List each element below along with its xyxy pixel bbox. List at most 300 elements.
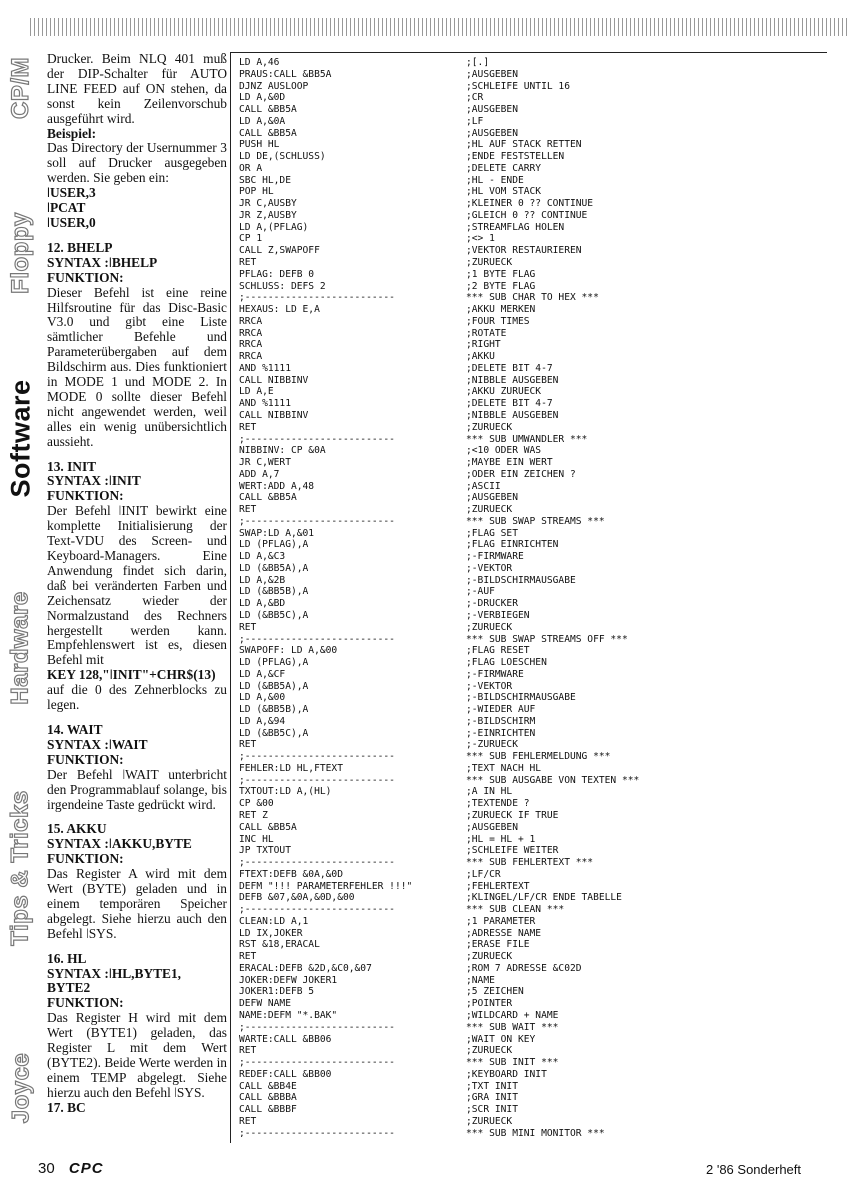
listing-code: AND %1111 [239, 398, 291, 410]
listing-code: RET [239, 951, 257, 963]
listing-comment: ;AUSGEBEN [466, 68, 518, 80]
listing-comment: ;AUSGEBEN [466, 492, 518, 504]
listing-line [239, 339, 824, 351]
article-paragraph: Der Befehl ǀWAIT unterbricht den Programmablauf solange, bis irgendeine Taste gedrückt wird. [47, 766, 227, 812]
article-heading: FUNKTION: [47, 269, 124, 285]
article-heading: 13. INIT [47, 458, 97, 474]
listing-code: CALL &BB4E [239, 1080, 297, 1092]
listing-line [239, 328, 824, 340]
listing-comment: ;DELETE BIT 4-7 [466, 398, 553, 410]
listing-code: RET [239, 421, 257, 433]
listing-comment: ;AUSGEBEN [466, 104, 518, 116]
listing-line [239, 928, 824, 940]
listing-comment: ;DELETE CARRY [466, 162, 542, 174]
listing-comment: ;-FIRMWARE [466, 551, 524, 563]
article-heading: SYNTAX :ǀHL,BYTE1, BYTE2 [47, 965, 182, 996]
listing-line [239, 822, 824, 834]
listing-code: DEFB &07,&0A,&0D,&00 [239, 892, 355, 904]
article-heading: ǀUSER,3 [47, 185, 96, 201]
listing-line [239, 1092, 824, 1104]
listing-comment: ;POINTER [466, 998, 513, 1010]
listing-code: INC HL [239, 833, 274, 845]
listing-code: SBC HL,DE [239, 174, 291, 186]
listing-code: ;-------------------------- [239, 1127, 395, 1137]
listing-comment: ;AKKU MERKEN [466, 304, 536, 316]
listing-code: LD (&BB5A),A [239, 562, 309, 574]
listing-code: LD A,&00 [239, 692, 286, 704]
listing-comment: *** SUB CLEAN *** [466, 904, 565, 916]
article-heading: ǀUSER,0 [47, 214, 96, 230]
listing-code: JR C,WERT [239, 457, 291, 469]
listing-comment: *** SUB WAIT *** [466, 1021, 559, 1033]
listing-comment: ;DELETE BIT 4-7 [466, 362, 553, 374]
listing-line [239, 422, 824, 434]
listing-line [239, 916, 824, 928]
section-tab [0, 193, 42, 313]
listing-comment: *** SUB SWAP STREAMS *** [466, 515, 605, 527]
listing-line [239, 245, 824, 257]
listing-comment: ;<10 ODER WAS [466, 445, 542, 457]
listing-code: JR Z,AUSBY [239, 209, 297, 221]
listing-line [239, 1010, 824, 1022]
listing-line [239, 1128, 824, 1137]
listing-line [239, 1116, 824, 1128]
listing-comment: ;AUSGEBEN [466, 821, 518, 833]
listing-code: RET [239, 504, 257, 516]
listing-code: CALL &BB5A [239, 104, 297, 116]
listing-comment: ;<> 1 [466, 233, 495, 245]
listing-code: DEFW NAME [239, 998, 291, 1010]
listing-comment: ;SCHLEIFE WEITER [466, 845, 559, 857]
listing-code: LD A,&2B [239, 574, 286, 586]
listing-line [239, 198, 824, 210]
listing-line [239, 551, 824, 563]
listing-line [239, 504, 824, 516]
listing-comment: ;WAIT ON KEY [466, 1033, 536, 1045]
listing-line [239, 610, 824, 622]
listing-code: LD (&BB5A),A [239, 680, 309, 692]
article-heading: SYNTAX :ǀBHELP [47, 254, 158, 270]
listing-comment: ;ENDE FESTSTELLEN [466, 151, 565, 163]
listing-code: NAME:DEFM "*.BAK" [239, 1010, 338, 1022]
listing-line [239, 222, 824, 234]
listing-code: ;-------------------------- [239, 633, 395, 645]
listing-comment: ;TEXTENDE ? [466, 798, 530, 810]
listing-code: LD (&BB5B),A [239, 704, 309, 716]
listing-comment: ;GRA INIT [466, 1092, 518, 1104]
listing-line [239, 210, 824, 222]
listing-line [239, 681, 824, 693]
listing-comment: ;ZURUECK [466, 504, 513, 516]
article-paragraph: Das Directory der Usernummer 3 soll auf Drucker ausgegeben werden. Sie geben ein: [47, 140, 227, 186]
listing-code: ;-------------------------- [239, 857, 395, 869]
listing-code: ;-------------------------- [239, 751, 395, 763]
top-rule-decoration [30, 18, 848, 36]
listing-comment: ;FLAG RESET [466, 645, 530, 657]
listing-comment: *** SUB SWAP STREAMS OFF *** [466, 633, 628, 645]
page-number: 30 [38, 1160, 55, 1177]
listing-code: SWAP:LD A,&01 [239, 527, 315, 539]
listing-code: JOKER1:DEFB 5 [239, 986, 315, 998]
listing-line [239, 175, 824, 187]
listing-line [239, 810, 824, 822]
listing-line [239, 81, 824, 93]
listing-comment: ;GLEICH 0 ?? CONTINUE [466, 209, 588, 221]
listing-line [239, 963, 824, 975]
listing-line [239, 304, 824, 316]
listing-code: JOKER:DEFW JOKER1 [239, 974, 338, 986]
listing-line [239, 1045, 824, 1057]
listing-comment: ;-FIRMWARE [466, 668, 524, 680]
listing-code: ERACAL:DEFB &2D,&C0,&07 [239, 962, 372, 974]
listing-comment: *** SUB FEHLERTEXT *** [466, 857, 594, 869]
listing-comment: ;ZURUECK [466, 421, 513, 433]
listing-code: LD (PFLAG),A [239, 657, 309, 669]
listing-comment: ;HL - ENDE [466, 174, 524, 186]
listing-line [239, 563, 824, 575]
listing-code: DEFM "!!! PARAMETERFEHLER !!!" [239, 880, 413, 892]
listing-comment: ;1 PARAMETER [466, 915, 536, 927]
listing-comment: ;5 ZEICHEN [466, 986, 524, 998]
listing-line [239, 1022, 824, 1034]
section-tab [0, 28, 42, 148]
listing-line [239, 69, 824, 81]
listing-comment: ;-EINRICHTEN [466, 727, 536, 739]
listing-line [239, 939, 824, 951]
listing-comment: *** SUB FEHLERMELDUNG *** [466, 751, 611, 763]
listing-code: CALL &BB5A [239, 127, 297, 139]
listing-line [239, 363, 824, 375]
listing-comment: ;NAME [466, 974, 495, 986]
listing-line [239, 975, 824, 987]
listing-comment: ;KLINGEL/LF/CR ENDE TABELLE [466, 892, 622, 904]
listing-code: LD (&BB5C),A [239, 727, 309, 739]
listing-comment: ;-BILDSCHIRMAUSGABE [466, 574, 576, 586]
listing-comment: ;HL VOM STACK [466, 186, 542, 198]
section-tab [0, 790, 42, 946]
article-heading: 15. AKKU [47, 821, 107, 837]
listing-comment: ;-BILDSCHIRM [466, 715, 536, 727]
listing-code: LD DE,(SCHLUSS) [239, 151, 326, 163]
listing-comment: ;MAYBE EIN WERT [466, 457, 553, 469]
listing-line [239, 1081, 824, 1093]
listing-line [239, 704, 824, 716]
listing-line [239, 457, 824, 469]
listing-code: LD A,(PFLAG) [239, 221, 309, 233]
listing-line [239, 857, 824, 869]
article-heading: 17. BC [47, 1099, 86, 1115]
listing-comment: ;-VERBIEGEN [466, 609, 530, 621]
listing-line [239, 798, 824, 810]
listing-line [239, 763, 824, 775]
footer-left [38, 1160, 104, 1177]
listing-comment: ;SCR INIT [466, 1104, 518, 1116]
listing-line [239, 104, 824, 116]
listing-comment: ;ZURUECK [466, 621, 513, 633]
listing-code: CALL &BBBF [239, 1104, 297, 1116]
listing-comment: ;CR [466, 92, 484, 104]
listing-line [239, 269, 824, 281]
listing-comment: ;VEKTOR RESTAURIEREN [466, 245, 582, 257]
article-heading: 12. BHELP [47, 239, 113, 255]
listing-line [239, 528, 824, 540]
listing-code: LD (PFLAG),A [239, 539, 309, 551]
listing-code: RRCA [239, 315, 263, 327]
listing-code: ;-------------------------- [239, 1057, 395, 1069]
listing-code: LD (&BB5B),A [239, 586, 309, 598]
listing-code: CALL Z,SWAPOFF [239, 245, 320, 257]
article-paragraph: Drucker. Beim NLQ 401 muß der DIP-Schalter für AUTO LINE FEED auf ON stehen, da sonst kein Zeilenvorschub ausgeführt wird. [47, 52, 227, 126]
listing-comment: ;LF/CR [466, 868, 501, 880]
listing-code: CP &00 [239, 798, 274, 810]
listing-line [239, 116, 824, 128]
listing-line [239, 716, 824, 728]
listing-code: WARTE:CALL &BB06 [239, 1033, 332, 1045]
listing-line [239, 728, 824, 740]
listing-code: RRCA [239, 339, 263, 351]
listing-comment: ;-DRUCKER [466, 598, 518, 610]
listing-comment: ;ZURUECK [466, 1045, 513, 1057]
listing-code: LD A,E [239, 386, 274, 398]
listing-comment: ;A IN HL [466, 786, 513, 798]
listing-code: ADD A,7 [239, 468, 280, 480]
listing-line [239, 845, 824, 857]
listing-code: LD IX,JOKER [239, 927, 303, 939]
listing-code: JR C,AUSBY [239, 198, 297, 210]
listing-line [239, 1069, 824, 1081]
listing-line [239, 1057, 824, 1069]
listing-code: JP TXTOUT [239, 845, 291, 857]
listing-comment: ;FEHLERTEXT [466, 880, 530, 892]
listing-code: OR A [239, 162, 263, 174]
listing-line [239, 622, 824, 634]
listing-code: DJNZ AUSLOOP [239, 80, 309, 92]
listing-code: RET [239, 739, 257, 751]
section-tab-label: Tips & Tricks [7, 790, 34, 946]
section-tab [0, 1028, 42, 1148]
article-paragraph: Der Befehl ǀINIT bewirkt eine komplette Initialisierung der Text-VDU des Screen- und Keyboard-Managers. Eine Anwendung findet sich darin, daß bei veränderten Farben und Zeichensatz wieder der Normalzustand des Rechners hergestellt werden kann. Empfehlenswert ist es, diesen Befehl mit [47, 503, 227, 668]
section-tabs [0, 38, 42, 1148]
listing-line [239, 657, 824, 669]
listing-comment: ;ERASE FILE [466, 939, 530, 951]
listing-line [239, 516, 824, 528]
listing-comment: ;-VEKTOR [466, 680, 513, 692]
listing-line [239, 692, 824, 704]
listing-comment: ;NIBBLE AUSGEBEN [466, 374, 559, 386]
article-heading: SYNTAX :ǀAKKU,BYTE [47, 836, 192, 852]
listing-code: CALL &BBBA [239, 1092, 297, 1104]
listing-comment: ;[.] [466, 57, 490, 68]
listing-code: RET [239, 1045, 257, 1057]
listing-line [239, 951, 824, 963]
article-heading: 14. WAIT [47, 721, 103, 737]
listing-code: RET [239, 1115, 257, 1127]
listing-comment: ;KLEINER 0 ?? CONTINUE [466, 198, 594, 210]
listing-code: ;-------------------------- [239, 774, 395, 786]
listing-line [239, 434, 824, 446]
issue-label: 2 '86 Sonderheft [706, 1162, 801, 1177]
listing-comment: ;ROM 7 ADRESSE &C02D [466, 962, 582, 974]
listing-line [239, 57, 824, 69]
listing-comment: ;ZURUECK [466, 951, 513, 963]
listing-line [239, 575, 824, 587]
listing-line [239, 410, 824, 422]
listing-comment: ;RIGHT [466, 339, 501, 351]
listing-line [239, 1034, 824, 1046]
magazine-logo: CPC [68, 1160, 104, 1177]
listing-code: RET Z [239, 810, 268, 821]
listing-comment: ;AKKU ZURUECK [466, 386, 542, 398]
listing-line [239, 139, 824, 151]
listing-comment: ;FLAG SET [466, 527, 518, 539]
listing-comment: *** SUB UMWANDLER *** [466, 433, 588, 445]
listing-code: PUSH HL [239, 139, 280, 151]
listing-code: SWAPOFF: LD A,&00 [239, 645, 338, 657]
listing-comment: ;STREAMFLAG HOLEN [466, 221, 565, 233]
listing-code: ;-------------------------- [239, 904, 395, 916]
listing-line [239, 492, 824, 504]
listing-line [239, 445, 824, 457]
listing-line [239, 904, 824, 916]
listing-code: LD A,46 [239, 57, 280, 68]
assembler-listing [239, 57, 824, 1137]
listing-comment: ;HL = HL + 1 [466, 833, 536, 845]
listing-code: TXTOUT:LD A,(HL) [239, 786, 332, 798]
listing-line [239, 481, 824, 493]
listing-code: CLEAN:LD A,1 [239, 915, 309, 927]
listing-line [239, 881, 824, 893]
listing-code: LD (&BB5C),A [239, 609, 309, 621]
listing-code: RST &18,ERACAL [239, 939, 320, 951]
article-paragraph: Das Register H wird mit dem Wert (BYTE1) geladen, das Register L mit dem Wert (BYTE2). Beide Werte werden in einem TEMP abgelegt. Siehe hierzu auch den Befehl ǀSYS. [47, 1010, 227, 1100]
listing-comment: ;TEXT NACH HL [466, 762, 542, 774]
listing-comment: ;WILDCARD + NAME [466, 1010, 559, 1022]
listing-comment: ;ADRESSE NAME [466, 927, 542, 939]
listing-line [239, 986, 824, 998]
article-heading: FUNKTION: [47, 488, 124, 504]
listing-line [239, 645, 824, 657]
listing-line [239, 257, 824, 269]
listing-comment: ;ZURUECK IF TRUE [466, 810, 559, 821]
listing-code: ;-------------------------- [239, 515, 395, 527]
listing-code: ;-------------------------- [239, 433, 395, 445]
listing-code: PRAUS:CALL &BB5A [239, 68, 332, 80]
listing-code: LD A,&CF [239, 668, 286, 680]
listing-code: POP HL [239, 186, 274, 198]
listing-code: SCHLUSS: DEFS 2 [239, 280, 326, 292]
listing-code: FEHLER:LD HL,FTEXT [239, 762, 343, 774]
article-heading: FUNKTION: [47, 851, 124, 867]
listing-comment: ;2 BYTE FLAG [466, 280, 536, 292]
listing-code: ;-------------------------- [239, 292, 395, 304]
listing-code: LD A,&0A [239, 115, 286, 127]
listing-code: CALL &BB5A [239, 492, 297, 504]
listing-code: AND %1111 [239, 362, 291, 374]
section-tab-label: Floppy [7, 212, 34, 294]
listing-comment: *** SUB CHAR TO HEX *** [466, 292, 599, 304]
listing-comment: ;1 BYTE FLAG [466, 268, 536, 280]
article-heading: ǀPCAT [47, 200, 86, 216]
listing-code: LD A,&0D [239, 92, 286, 104]
listing-line [239, 351, 824, 363]
listing-line [239, 539, 824, 551]
listing-line [239, 598, 824, 610]
listing-line [239, 281, 824, 293]
listing-comment: ;SCHLEIFE UNTIL 16 [466, 80, 570, 92]
listing-comment: ;FOUR TIMES [466, 315, 530, 327]
section-tab-label: Hardware [7, 591, 35, 705]
listing-line [239, 998, 824, 1010]
listing-comment: *** SUB MINI MONITOR *** [466, 1127, 605, 1137]
listing-line [239, 186, 824, 198]
listing-comment: ;ODER EIN ZEICHEN ? [466, 468, 576, 480]
listing-code: RET [239, 257, 257, 269]
listing-line [239, 1104, 824, 1116]
section-tab-label: Joyce [7, 1052, 34, 1124]
listing-line [239, 151, 824, 163]
listing-comment: ;ZURUECK [466, 257, 513, 269]
listing-comment: ;AKKU [466, 351, 495, 363]
listing-code: NIBBINV: CP &0A [239, 445, 326, 457]
listing-code: WERT:ADD A,48 [239, 480, 315, 492]
section-tab [0, 588, 42, 708]
article-heading: Beispiel: [47, 125, 97, 141]
listing-comment: ;TXT INIT [466, 1080, 518, 1092]
section-tab [0, 378, 42, 498]
listing-line [239, 233, 824, 245]
listing-comment: ;-BILDSCHIRMAUSGABE [466, 692, 576, 704]
listing-comment: ;LF [466, 115, 484, 127]
section-tab-label: CP/M [7, 57, 34, 119]
listing-code: RET [239, 621, 257, 633]
listing-line [239, 386, 824, 398]
listing-code: CALL NIBBINV [239, 374, 309, 386]
listing-line [239, 586, 824, 598]
listing-comment: ;-ZURUECK [466, 739, 518, 751]
listing-comment: ;ROTATE [466, 327, 507, 339]
article-heading: KEY 128,"ǀINIT"+CHR$(13) [47, 667, 216, 683]
listing-code: LD A,&C3 [239, 551, 286, 563]
listing-line [239, 834, 824, 846]
listing-code: REDEF:CALL &BB00 [239, 1068, 332, 1080]
listing-comment: ;FLAG LOESCHEN [466, 657, 547, 669]
listing-line [239, 469, 824, 481]
listing-code: CALL NIBBINV [239, 409, 309, 421]
listing-line [239, 292, 824, 304]
listing-line [239, 786, 824, 798]
listing-line [239, 128, 824, 140]
listing-line [239, 751, 824, 763]
listing-comment: ;HL AUF STACK RETTEN [466, 139, 582, 151]
article-heading: FUNKTION: [47, 995, 124, 1011]
listing-line [239, 739, 824, 751]
listing-code: PFLAG: DEFB 0 [239, 268, 315, 280]
article-heading: SYNTAX :ǀWAIT [47, 736, 148, 752]
listing-comment: ;ZURUECK [466, 1115, 513, 1127]
article-heading: SYNTAX :ǀINIT [47, 473, 141, 489]
listing-line [239, 869, 824, 881]
listing-code: RRCA [239, 351, 263, 363]
listing-line [239, 163, 824, 175]
listing-comment: ;FLAG EINRICHTEN [466, 539, 559, 551]
listing-line [239, 398, 824, 410]
listing-comment: ;AUSGEBEN [466, 127, 518, 139]
listing-line [239, 775, 824, 787]
article-heading: FUNKTION: [47, 751, 124, 767]
listing-comment: ;ASCII [466, 480, 501, 492]
listing-line [239, 375, 824, 387]
listing-line [239, 92, 824, 104]
